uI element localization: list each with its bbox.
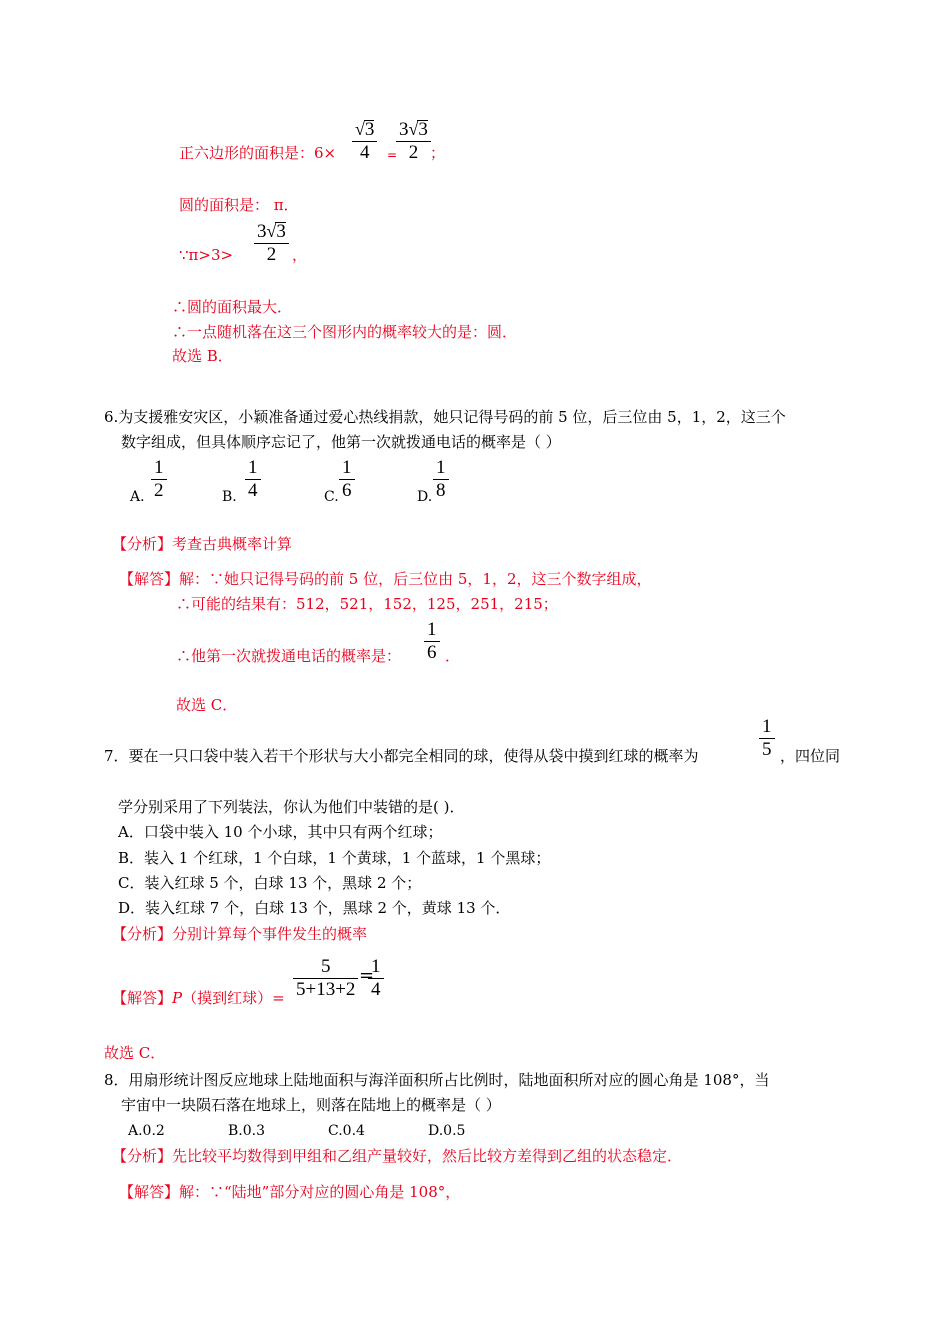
conclusion-1: ∴圆的面积最大． bbox=[172, 298, 293, 316]
choice-b: 故选 B． bbox=[172, 347, 233, 365]
semicolon: ； bbox=[430, 144, 446, 162]
circle-area-line: 圆的面积是： π． bbox=[179, 196, 299, 214]
q8-analysis: 【分析】先比较平均数得到甲组和乙组产量较好，然后比较方差得到乙组的状态稳定． bbox=[112, 1147, 683, 1165]
q8-line2: 宇宙中一块陨石落在地球上，则落在陆地上的概率是（ ） bbox=[121, 1096, 501, 1114]
q7-choice: 故选 C． bbox=[104, 1044, 166, 1062]
q8-option-c: C.0.4 bbox=[328, 1123, 365, 1139]
q7-option-c: C．装入红球 5 个，白球 13 个，黑球 2 个； bbox=[118, 874, 422, 892]
q6-analysis: 【分析】考查古典概率计算 bbox=[112, 535, 293, 553]
q7-answer-equals: = bbox=[359, 965, 375, 986]
q6-option-c-fraction: 1 6 bbox=[339, 457, 355, 502]
fraction-3sqrt3-over-2-b: 3√3 2 bbox=[254, 220, 289, 266]
q6-choice: 故选 C． bbox=[176, 696, 238, 714]
comma: ， bbox=[292, 246, 308, 264]
q8-option-d: D.0.5 bbox=[428, 1123, 466, 1139]
q6-answer-3: ∴他第一次就拨通电话的概率是： bbox=[176, 647, 402, 665]
q7-option-a: A．口袋中装入 10 个小球，其中只有两个红球； bbox=[118, 823, 443, 841]
q6-answer-1: 【解答】解：∵她只记得号码的前 5 位，后三位由 5，1，2，这三个数字组成， bbox=[119, 570, 652, 588]
q6-answer-fraction: 1 6 bbox=[424, 619, 440, 664]
q6-option-b-fraction: 1 4 bbox=[245, 457, 261, 502]
q7-line1-end: ，四位同 bbox=[780, 747, 841, 765]
fraction-3sqrt3-over-2: 3√3 2 bbox=[396, 118, 431, 164]
q7-option-d: D．装入红球 7 个，白球 13 个，黑球 2 个，黄球 13 个． bbox=[118, 899, 511, 917]
q8-option-b: B.0.3 bbox=[228, 1123, 266, 1139]
q6-option-c-letter: C. bbox=[324, 489, 339, 505]
q6-option-a-fraction: 1 2 bbox=[151, 457, 167, 502]
q6-option-b-letter: B. bbox=[222, 489, 237, 505]
compare-label: ∵π>3> bbox=[179, 246, 234, 264]
q6-line2: 数字组成，但具体顺序忘记了，他第一次就拨通电话的概率是（ ） bbox=[121, 433, 561, 451]
q6-option-a-letter: A. bbox=[130, 489, 145, 505]
hex-area-label: 正六边形的面积是：6× bbox=[179, 144, 337, 162]
q6-answer-2: ∴可能的结果有：512，521，152，125，251，215； bbox=[176, 595, 558, 613]
q7-option-b: B．装入 1 个红球，1 个白球，1 个黄球，1 个蓝球，1 个黑球； bbox=[118, 849, 551, 867]
q7-fraction-1-5: 1 5 bbox=[759, 716, 775, 761]
q7-line2: 学分别采用了下列装法，你认为他们中装错的是( )． bbox=[118, 798, 465, 816]
q7-answer-fraction-2: 1 4 bbox=[368, 956, 384, 1001]
q8-answer: 【解答】解：∵“陆地”部分对应的圆心角是 108°， bbox=[119, 1183, 461, 1201]
q7-answer: 【解答】P（摸到红球）= bbox=[112, 989, 285, 1007]
q8-option-a: A.0.2 bbox=[128, 1123, 165, 1139]
q7-analysis: 【分析】分别计算每个事件发生的概率 bbox=[112, 925, 368, 943]
fraction-sqrt3-over-4: √3 4 bbox=[352, 118, 377, 164]
q6-option-d-letter: D. bbox=[417, 489, 433, 505]
conclusion-2: ∴一点随机落在这三个图形内的概率较大的是：圆． bbox=[172, 323, 518, 341]
q7-line1: 7．要在一只口袋中装入若干个形状与大小都完全相同的球，使得从袋中摸到红球的概率为 bbox=[104, 747, 699, 765]
q6-option-d-fraction: 1 8 bbox=[433, 457, 449, 502]
equals-sign: = bbox=[387, 148, 398, 162]
q7-answer-fraction: 5 5+13+2 bbox=[293, 956, 358, 1001]
q6-answer-end: ． bbox=[445, 647, 461, 665]
q8-line1: 8．用扇形统计图反应地球上陆地面积与海洋面积所占比例时，陆地面积所对应的圆心角是 108°，当 bbox=[104, 1071, 770, 1089]
q6-line1: 6.为支援雅安灾区，小颖准备通过爱心热线捐款，她只记得号码的前 5 位，后三位由 5，1，2，这三个 bbox=[104, 408, 786, 426]
